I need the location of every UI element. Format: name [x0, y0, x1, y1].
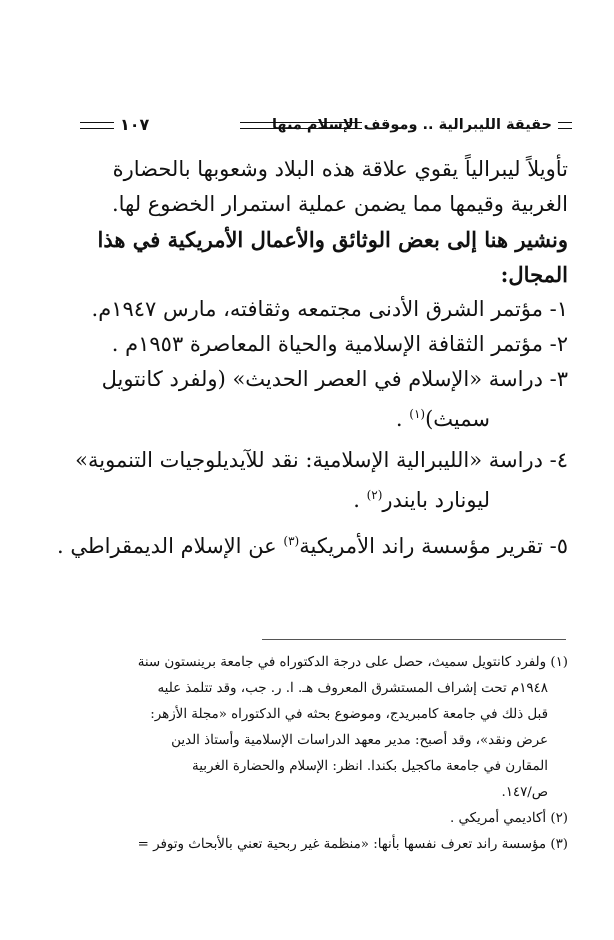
footnotes [50, 650, 568, 858]
footnote-2 [50, 806, 568, 832]
main-text [50, 152, 568, 564]
header-rule-middle [240, 122, 362, 129]
item-tail: عن الإسلام الديمقراطي . [57, 534, 284, 558]
footnote-line: (١) ولفرد كانتويل سميث، حصل على درجة الدكتوراه في جامعة برينستون سنة [137, 655, 568, 670]
item-text: ليونارد بايندر [382, 488, 490, 512]
page-number: ١٠٧ [120, 115, 150, 134]
item-tail: . [395, 407, 410, 431]
list-item-2 [50, 327, 568, 362]
footnote-line: (٣) مؤسسة راند تعرف نفسها بأنها: «منظمة غير ربحية تعني بالأبحاث وتوفر = [137, 837, 568, 852]
footnote-separator [262, 639, 566, 640]
footnote-line: ص/١٤٧. [501, 785, 548, 800]
item-tail: . [353, 488, 367, 512]
item-text: ٢- مؤتمر الثقافة الإسلامية والحياة المعاصرة ١٩٥٣م . [111, 332, 568, 356]
footnote-line: قبل ذلك في جامعة كامبريدج، وموضوع بحثه في الدكتوراه «مجلة الأزهر: [150, 707, 548, 722]
footnote-line: (٢) أكاديمي أمريكي . [449, 811, 568, 826]
footnote-ref: (٢) [366, 488, 383, 502]
item-continuation [353, 488, 568, 512]
paragraph-2 [50, 222, 568, 292]
paragraph-1 [50, 152, 568, 222]
footnote-3 [50, 832, 568, 858]
list-item-1 [50, 292, 568, 327]
footnote-1 [50, 650, 568, 806]
list-item-3 [50, 362, 568, 437]
item-text: ٣- دراسة «الإسلام في العصر الحديث» (ولفرد كانتويل [101, 367, 568, 391]
header-rule-left [80, 122, 114, 129]
item-text: ١- مؤتمر الشرق الأدنى مجتمعه وثقافته، مارس ١٩٤٧م. [91, 297, 568, 321]
footnote-ref: (٣) [283, 534, 300, 548]
list-item-5 [50, 524, 568, 564]
text-line: المجال: [500, 262, 568, 287]
footnote-line: المقارن في جامعة ماكجيل بكندا. انظر: الإسلام والحضارة الغربية [192, 759, 548, 774]
header-rule-right [558, 122, 572, 129]
running-header [84, 114, 568, 138]
running-title: حقيقة الليبرالية .. وموقف الإسلام منها [271, 117, 552, 133]
footnote-line: عرض ونقد»، وقد أصبح: مدير معهد الدراسات الإسلامية وأستاذ الدين [171, 733, 548, 748]
list-item-4 [50, 443, 568, 518]
item-continuation [396, 407, 568, 431]
item-text: ٥- تقرير مؤسسة راند الأمريكية [299, 534, 568, 558]
footnote-line: ١٩٤٨م تحت إشراف المستشرق المعروف هـ. ا. ر. جب، وقد تتلمذ عليه [157, 681, 548, 696]
text-line: تأويلاً ليبرالياً يقوي علاقة هذه البلاد وشعوبها بالحضارة [112, 157, 568, 181]
text-line: ونشير هنا إلى بعض الوثائق والأعمال الأمريكية في هذا [97, 227, 568, 252]
item-text: سميث) [425, 407, 490, 431]
text-line: الغربية وقيمها مما يضمن عملية استمرار الخضوع لها. [111, 192, 568, 216]
footnote-ref: (١) [409, 407, 426, 421]
item-text: ٤- دراسة «الليبرالية الإسلامية: نقد للآيديلوجيات التنموية» [75, 448, 568, 472]
